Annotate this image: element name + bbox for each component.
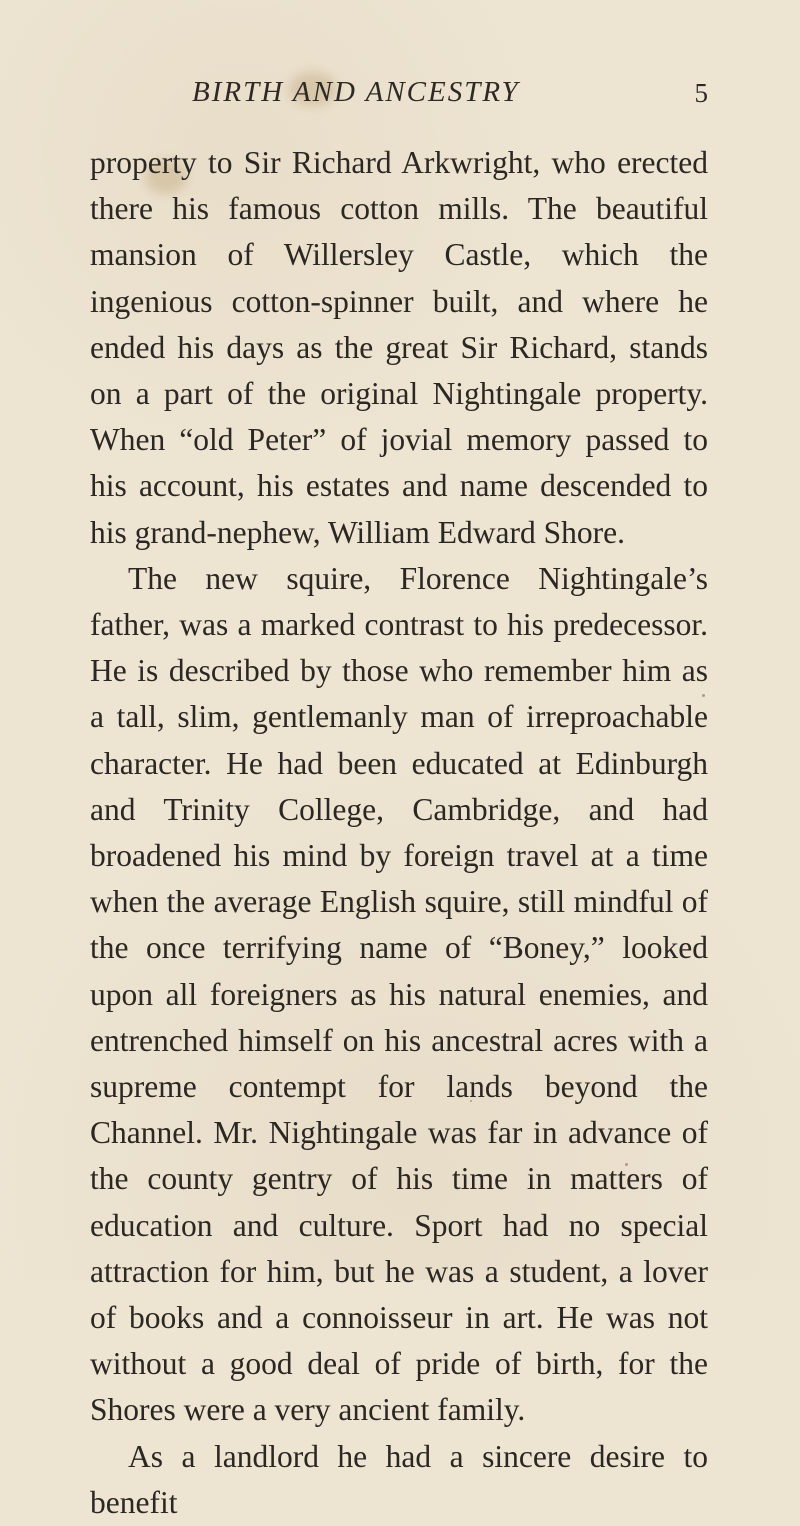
paper-fleck [625, 1163, 628, 1166]
running-header [0, 76, 800, 116]
running-title: BIRTH AND ANCESTRY [192, 76, 520, 108]
paragraph-father-description: The new squire, Florence Nightingale’s father, was a marked contrast to his predecessor. He is described by those who remember him as a tall, slim, gentlemanly man of irreproachable character. He had been educated at Edinburgh and Trinity College, Cambridge, and had broadened his mind by foreign travel at a time when the average English squire, still mindful of the once terrifying name of “Boney,” looked upon all foreigners as his natural enemies, and entrenched himself on his ancestral acres with a supreme contempt for lands beyond the Channel. Mr. Nightingale was far in advance of the county gentry of his time in matters of education and culture. Sport had no special attraction for him, but he was a student, a lover of books and a connoisseur in art. He was not without a good deal of pride of birth, for the Shores were a very ancient family. [90, 560, 708, 1428]
page-number: 5 [694, 78, 708, 108]
paper-fleck [702, 694, 705, 697]
paragraph-continuation: property to Sir Richard Arkwright, who erected there his famous cotton mills. The beautiful mansion of Willersley Castle, which the ingenious cotton-spinner built, and where he ended his days as the great Sir Richard, stands on a part of the original Nightingale property. When “old Peter” of jovial memory passed to his account, his estates and name descended to his grand-nephew, William Edward Shore. [90, 145, 708, 550]
paper-fleck [470, 1100, 472, 1102]
paragraph-landlord: As a landlord he had a sincere desire to benefit [90, 1438, 708, 1520]
body-text [90, 140, 708, 1526]
